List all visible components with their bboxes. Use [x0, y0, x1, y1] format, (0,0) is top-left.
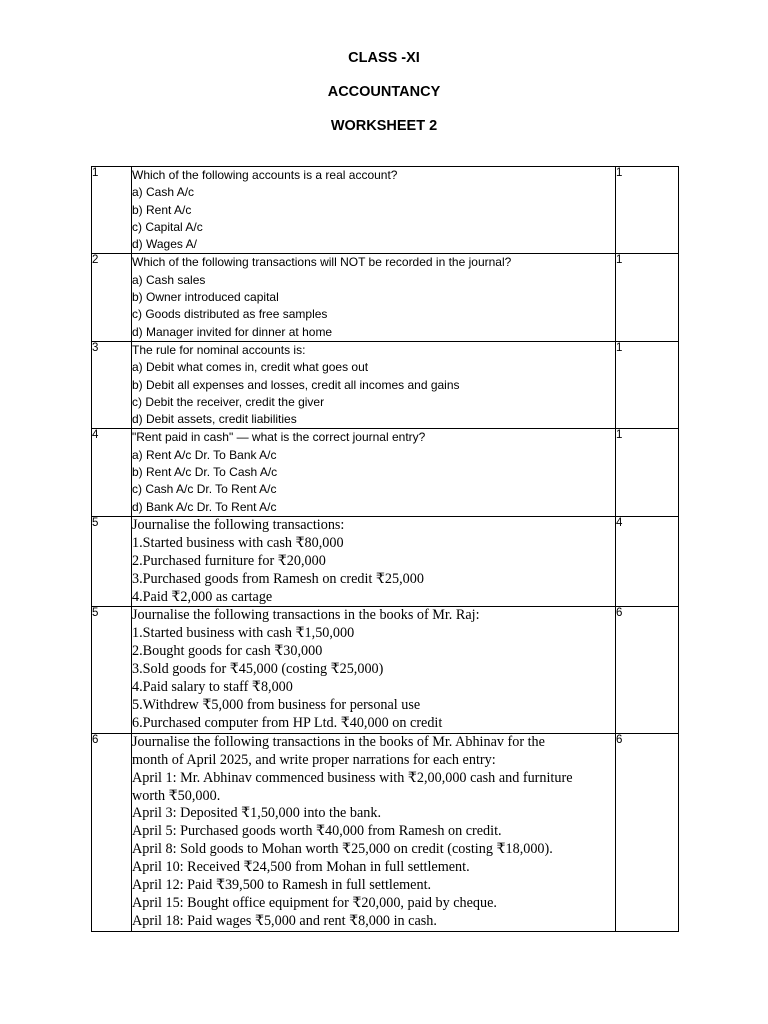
- transaction-line: April 8: Sold goods to Mohan worth ₹25,000 on credit (costing ₹18,000).: [132, 841, 553, 858]
- option-line: d) Debit assets, credit liabilities: [132, 412, 297, 427]
- transaction-line: April 12: Paid ₹39,500 to Ramesh in full settlement.: [132, 877, 432, 894]
- transaction-line: April 10: Received ₹24,500 from Mohan in full settlement.: [132, 859, 470, 876]
- option-line: b) Rent A/c Dr. To Cash A/c: [132, 465, 278, 480]
- transaction-line: 3.Sold goods for ₹45,000 (costing ₹25,000): [132, 661, 384, 678]
- option-line: a) Rent A/c Dr. To Bank A/c: [132, 447, 277, 462]
- option-line: a) Cash sales: [132, 272, 206, 287]
- question-text: [132, 607, 616, 733]
- transaction-line: April 1: Mr. Abhinav commenced business with ₹2,00,000 cash and furniture: [132, 769, 573, 786]
- transaction-line: April 18: Paid wages ₹5,000 and rent ₹8,000 in cash.: [132, 912, 437, 929]
- question-number: 1: [92, 167, 132, 254]
- question-row: [92, 516, 679, 607]
- transaction-line: 1.Started business with cash ₹1,50,000: [132, 625, 355, 642]
- transaction-line: April 15: Bought office equipment for ₹20,000, paid by cheque.: [132, 894, 497, 911]
- option-line: b) Owner introduced capital: [132, 290, 279, 305]
- transaction-line: April 5: Purchased goods worth ₹40,000 from Ramesh on credit.: [132, 823, 502, 840]
- question-text: [132, 167, 616, 254]
- question-marks: 1: [616, 167, 679, 254]
- option-line: d) Manager invited for dinner at home: [132, 324, 333, 339]
- transaction-line: 5.Withdrew ₹5,000 from business for personal use: [132, 697, 421, 713]
- question-line: Journalise the following transactions in the books of Mr. Abhinav for the: [132, 733, 545, 750]
- option-line: c) Cash A/c Dr. To Rent A/c: [132, 482, 277, 497]
- question-line: Journalise the following transactions in the books of Mr. Raj:: [132, 607, 480, 624]
- question-marks: 6: [616, 607, 679, 733]
- question-row: [92, 733, 679, 931]
- question-number: 5: [92, 607, 132, 733]
- question-line: month of April 2025, and write proper narrations for each entry:: [132, 751, 496, 768]
- option-line: b) Rent A/c: [132, 202, 192, 217]
- transaction-line: worth ₹50,000.: [132, 787, 221, 804]
- transaction-line: 4.Paid ₹2,000 as cartage: [132, 588, 273, 605]
- subject-title: ACCOUNTANCY: [327, 84, 441, 100]
- transaction-line: 2.Bought goods for cash ₹30,000: [132, 643, 323, 660]
- option-line: d) Bank A/c Dr. To Rent A/c: [132, 499, 277, 514]
- question-text: [132, 733, 616, 931]
- question-line: Which of the following transactions will NOT be recorded in the journal?: [132, 255, 512, 270]
- worksheet-title: WORKSHEET 2: [330, 118, 438, 134]
- option-line: c) Debit the receiver, credit the giver: [132, 394, 325, 409]
- transaction-line: 4.Paid salary to staff ₹8,000: [132, 679, 293, 696]
- transaction-line: 1.Started business with cash ₹80,000: [132, 534, 344, 551]
- class-title: CLASS -XI: [348, 50, 420, 66]
- transaction-line: 3.Purchased goods from Ramesh on credit ₹25,000: [132, 570, 424, 587]
- question-line: Journalise the following transactions:: [132, 516, 345, 533]
- question-line: The rule for nominal accounts is:: [132, 342, 306, 357]
- question-text: [132, 516, 616, 607]
- question-marks: 6: [616, 733, 679, 931]
- question-number: 3: [92, 341, 132, 428]
- question-row: [92, 167, 679, 254]
- question-row: [92, 607, 679, 733]
- question-number: 2: [92, 254, 132, 341]
- transaction-line: April 3: Deposited ₹1,50,000 into the bank.: [132, 805, 382, 822]
- option-line: b) Debit all expenses and losses, credit all incomes and gains: [132, 377, 460, 392]
- question-marks: 1: [616, 429, 679, 516]
- option-line: a) Debit what comes in, credit what goes out: [132, 360, 369, 375]
- question-number: 4: [92, 429, 132, 516]
- question-marks: 1: [616, 254, 679, 341]
- question-marks: 4: [616, 516, 679, 607]
- question-line: "Rent paid in cash" — what is the correct journal entry?: [132, 430, 426, 445]
- option-line: c) Capital A/c: [132, 219, 203, 234]
- option-line: d) Wages A/: [132, 237, 197, 252]
- question-text: [132, 254, 616, 341]
- worksheet-table: [91, 166, 679, 932]
- transaction-line: 2.Purchased furniture for ₹20,000: [132, 552, 326, 569]
- question-line: Which of the following accounts is a real account?: [132, 168, 398, 182]
- transaction-line: 6.Purchased computer from HP Ltd. ₹40,000 on credit: [132, 714, 443, 731]
- question-row: [92, 254, 679, 341]
- question-number: 5: [92, 516, 132, 607]
- question-row: [92, 429, 679, 516]
- option-line: a) Cash A/c: [132, 185, 195, 200]
- question-number: 6: [92, 733, 132, 931]
- question-row: [92, 341, 679, 428]
- question-text: [132, 341, 616, 428]
- option-line: c) Goods distributed as free samples: [132, 307, 328, 322]
- question-marks: 1: [616, 341, 679, 428]
- question-text: [132, 429, 616, 516]
